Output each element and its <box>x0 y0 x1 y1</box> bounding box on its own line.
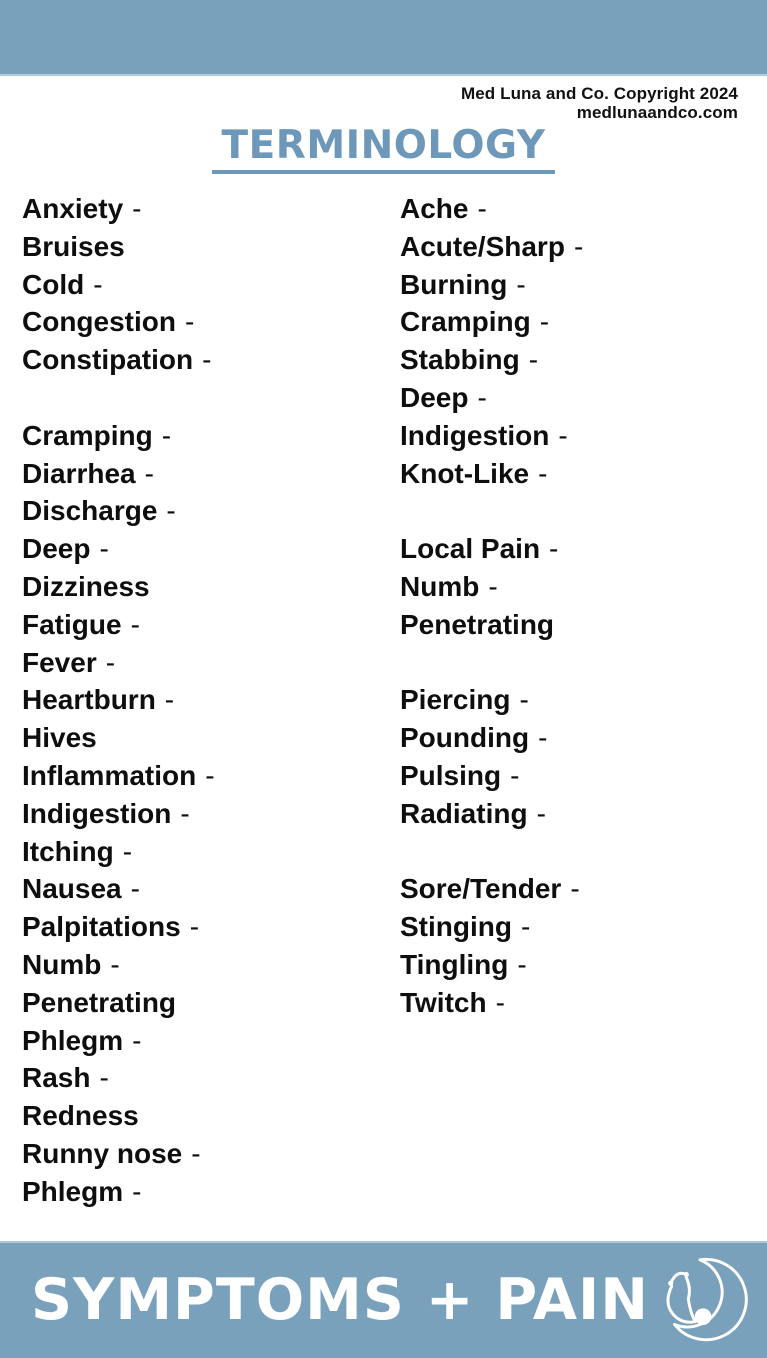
term-label: Heartburn <box>22 684 156 716</box>
term-dash: - <box>539 306 550 338</box>
term-item <box>400 568 760 606</box>
term-label: Local Pain <box>400 533 541 565</box>
term-label: Cramping <box>400 306 531 338</box>
term-item <box>22 417 382 455</box>
term-item <box>400 455 760 493</box>
term-dash: - <box>191 1137 201 1169</box>
term-label: Dizziness <box>22 570 150 602</box>
term-label: Deep <box>400 381 469 413</box>
term-group <box>400 530 760 643</box>
term-item <box>22 870 382 908</box>
term-dash: - <box>477 193 487 224</box>
term-dash: - <box>130 873 140 905</box>
term-item <box>22 644 382 682</box>
header-bar <box>0 0 767 76</box>
term-label: Diarrhea <box>22 457 136 489</box>
term-dash: - <box>105 646 116 678</box>
term-label: Phlegm <box>22 1175 124 1207</box>
title-wrap <box>0 123 767 174</box>
term-dash: - <box>517 948 527 980</box>
term-item <box>22 833 382 871</box>
term-item <box>22 266 382 304</box>
term-dash: - <box>189 911 200 943</box>
term-label: Indigestion <box>22 797 172 829</box>
term-item <box>400 379 760 417</box>
term-item <box>400 757 760 795</box>
term-dash: - <box>536 797 546 829</box>
term-label: Inflammation <box>22 759 197 791</box>
term-dash: - <box>99 533 109 565</box>
term-label: Numb <box>400 570 480 602</box>
term-label: Piercing <box>400 684 511 716</box>
term-group <box>22 417 382 1211</box>
term-label: Constipation <box>22 344 194 376</box>
term-label: Cramping <box>22 419 153 451</box>
term-label: Numb <box>22 948 102 980</box>
term-label: Pounding <box>400 722 530 754</box>
term-label: Phlegm <box>22 1024 124 1056</box>
term-label: Radiating <box>400 797 528 829</box>
term-item <box>400 417 760 455</box>
term-dash: - <box>528 344 539 376</box>
term-item <box>22 795 382 833</box>
footer-bar <box>0 1241 767 1358</box>
term-label: Pulsing <box>400 759 502 791</box>
term-label: Discharge <box>22 495 158 527</box>
term-label: Deep <box>22 533 91 565</box>
term-group <box>400 870 760 1021</box>
term-item <box>400 228 760 266</box>
website-url: medlunaandco.com <box>576 103 738 122</box>
term-dash: - <box>110 948 120 980</box>
term-dash: - <box>510 759 520 791</box>
term-dash: - <box>185 306 195 338</box>
term-dash: - <box>477 381 487 413</box>
term-label: Indigestion <box>400 419 550 451</box>
term-item <box>22 984 382 1022</box>
term-dash: - <box>495 986 505 1018</box>
term-item <box>22 228 382 266</box>
term-dash: - <box>180 797 190 829</box>
term-dash: - <box>122 835 133 867</box>
term-dash: - <box>93 268 103 300</box>
term-item <box>400 530 760 568</box>
term-item <box>400 795 760 833</box>
term-item <box>22 908 382 946</box>
term-label: Fever <box>22 646 97 678</box>
term-item <box>22 492 382 530</box>
term-label: Tingling <box>400 948 509 980</box>
term-item <box>400 266 760 304</box>
term-item <box>22 1173 382 1211</box>
term-label: Congestion <box>22 306 176 338</box>
term-dash: - <box>132 1024 142 1056</box>
term-label: Itching <box>22 835 114 867</box>
term-dash: - <box>99 1062 109 1094</box>
term-label: Hives <box>22 722 97 754</box>
term-item <box>22 1059 382 1097</box>
term-item <box>22 530 382 568</box>
term-item <box>22 1022 382 1060</box>
term-label: Twitch <box>400 986 487 1018</box>
term-dash: - <box>202 344 212 376</box>
term-item <box>22 719 382 757</box>
term-item <box>400 984 760 1022</box>
term-group <box>400 681 760 832</box>
crescent-moon-stethoscope-icon <box>655 1252 753 1350</box>
term-dash: - <box>538 457 548 489</box>
term-dash: - <box>144 457 154 489</box>
term-item <box>22 568 382 606</box>
term-dash: - <box>538 722 548 754</box>
term-item <box>400 908 760 946</box>
term-label: Cold <box>22 268 85 300</box>
footer-title: SYMPTOMS + PAIN <box>31 1267 649 1333</box>
term-dash: - <box>132 193 142 224</box>
term-item <box>22 606 382 644</box>
term-item <box>400 946 760 984</box>
term-item <box>22 681 382 719</box>
term-group <box>22 190 382 379</box>
term-item <box>400 606 760 644</box>
term-item <box>400 341 760 379</box>
term-dash: - <box>488 570 498 602</box>
term-dash: - <box>166 495 176 527</box>
term-label: Fatigue <box>22 608 122 640</box>
term-dash: - <box>132 1175 142 1207</box>
term-label: Sore/Tender <box>400 873 562 905</box>
term-item <box>400 190 760 228</box>
term-item <box>22 190 382 228</box>
term-label: Redness <box>22 1100 139 1132</box>
term-label: Acute/Sharp <box>400 230 565 262</box>
term-dash: - <box>205 759 215 791</box>
term-label: Nausea <box>22 873 122 905</box>
copyright-line: Med Luna and Co. Copyright 2024 <box>460 84 738 103</box>
term-label: Palpitations <box>22 911 181 943</box>
term-item <box>22 303 382 341</box>
term-item <box>400 303 760 341</box>
term-dash: - <box>570 873 580 905</box>
term-label: Knot-Like <box>400 457 530 489</box>
term-item <box>400 719 760 757</box>
page-title: TERMINOLOGY <box>212 123 556 174</box>
term-label: Stabbing <box>400 344 520 376</box>
term-dash: - <box>516 268 526 300</box>
term-label: Bruises <box>22 230 125 262</box>
term-group <box>400 190 760 492</box>
term-item <box>22 1097 382 1135</box>
term-item <box>22 341 382 379</box>
term-item <box>400 681 760 719</box>
term-label: Penetrating <box>400 608 555 640</box>
term-dash: - <box>161 419 172 451</box>
term-item <box>22 757 382 795</box>
term-label: Penetrating <box>22 986 177 1018</box>
term-label: Ache <box>400 193 469 224</box>
term-dash: - <box>519 684 529 716</box>
term-label: Burning <box>400 268 508 300</box>
term-label: Runny nose <box>22 1137 183 1169</box>
term-column-right <box>400 190 760 1059</box>
term-dash: - <box>520 911 531 943</box>
term-dash: - <box>573 230 584 262</box>
copyright-block <box>461 84 738 122</box>
term-label: Rash <box>22 1062 91 1094</box>
term-dash: - <box>130 608 140 640</box>
term-column-left <box>22 190 382 1248</box>
term-dash: - <box>549 533 559 565</box>
term-item <box>400 870 760 908</box>
term-dash: - <box>558 419 568 451</box>
term-item <box>22 455 382 493</box>
term-dash: - <box>164 684 175 716</box>
term-item <box>22 1135 382 1173</box>
term-item <box>22 946 382 984</box>
term-label: Stinging <box>400 911 512 943</box>
term-label: Anxiety <box>22 193 124 224</box>
